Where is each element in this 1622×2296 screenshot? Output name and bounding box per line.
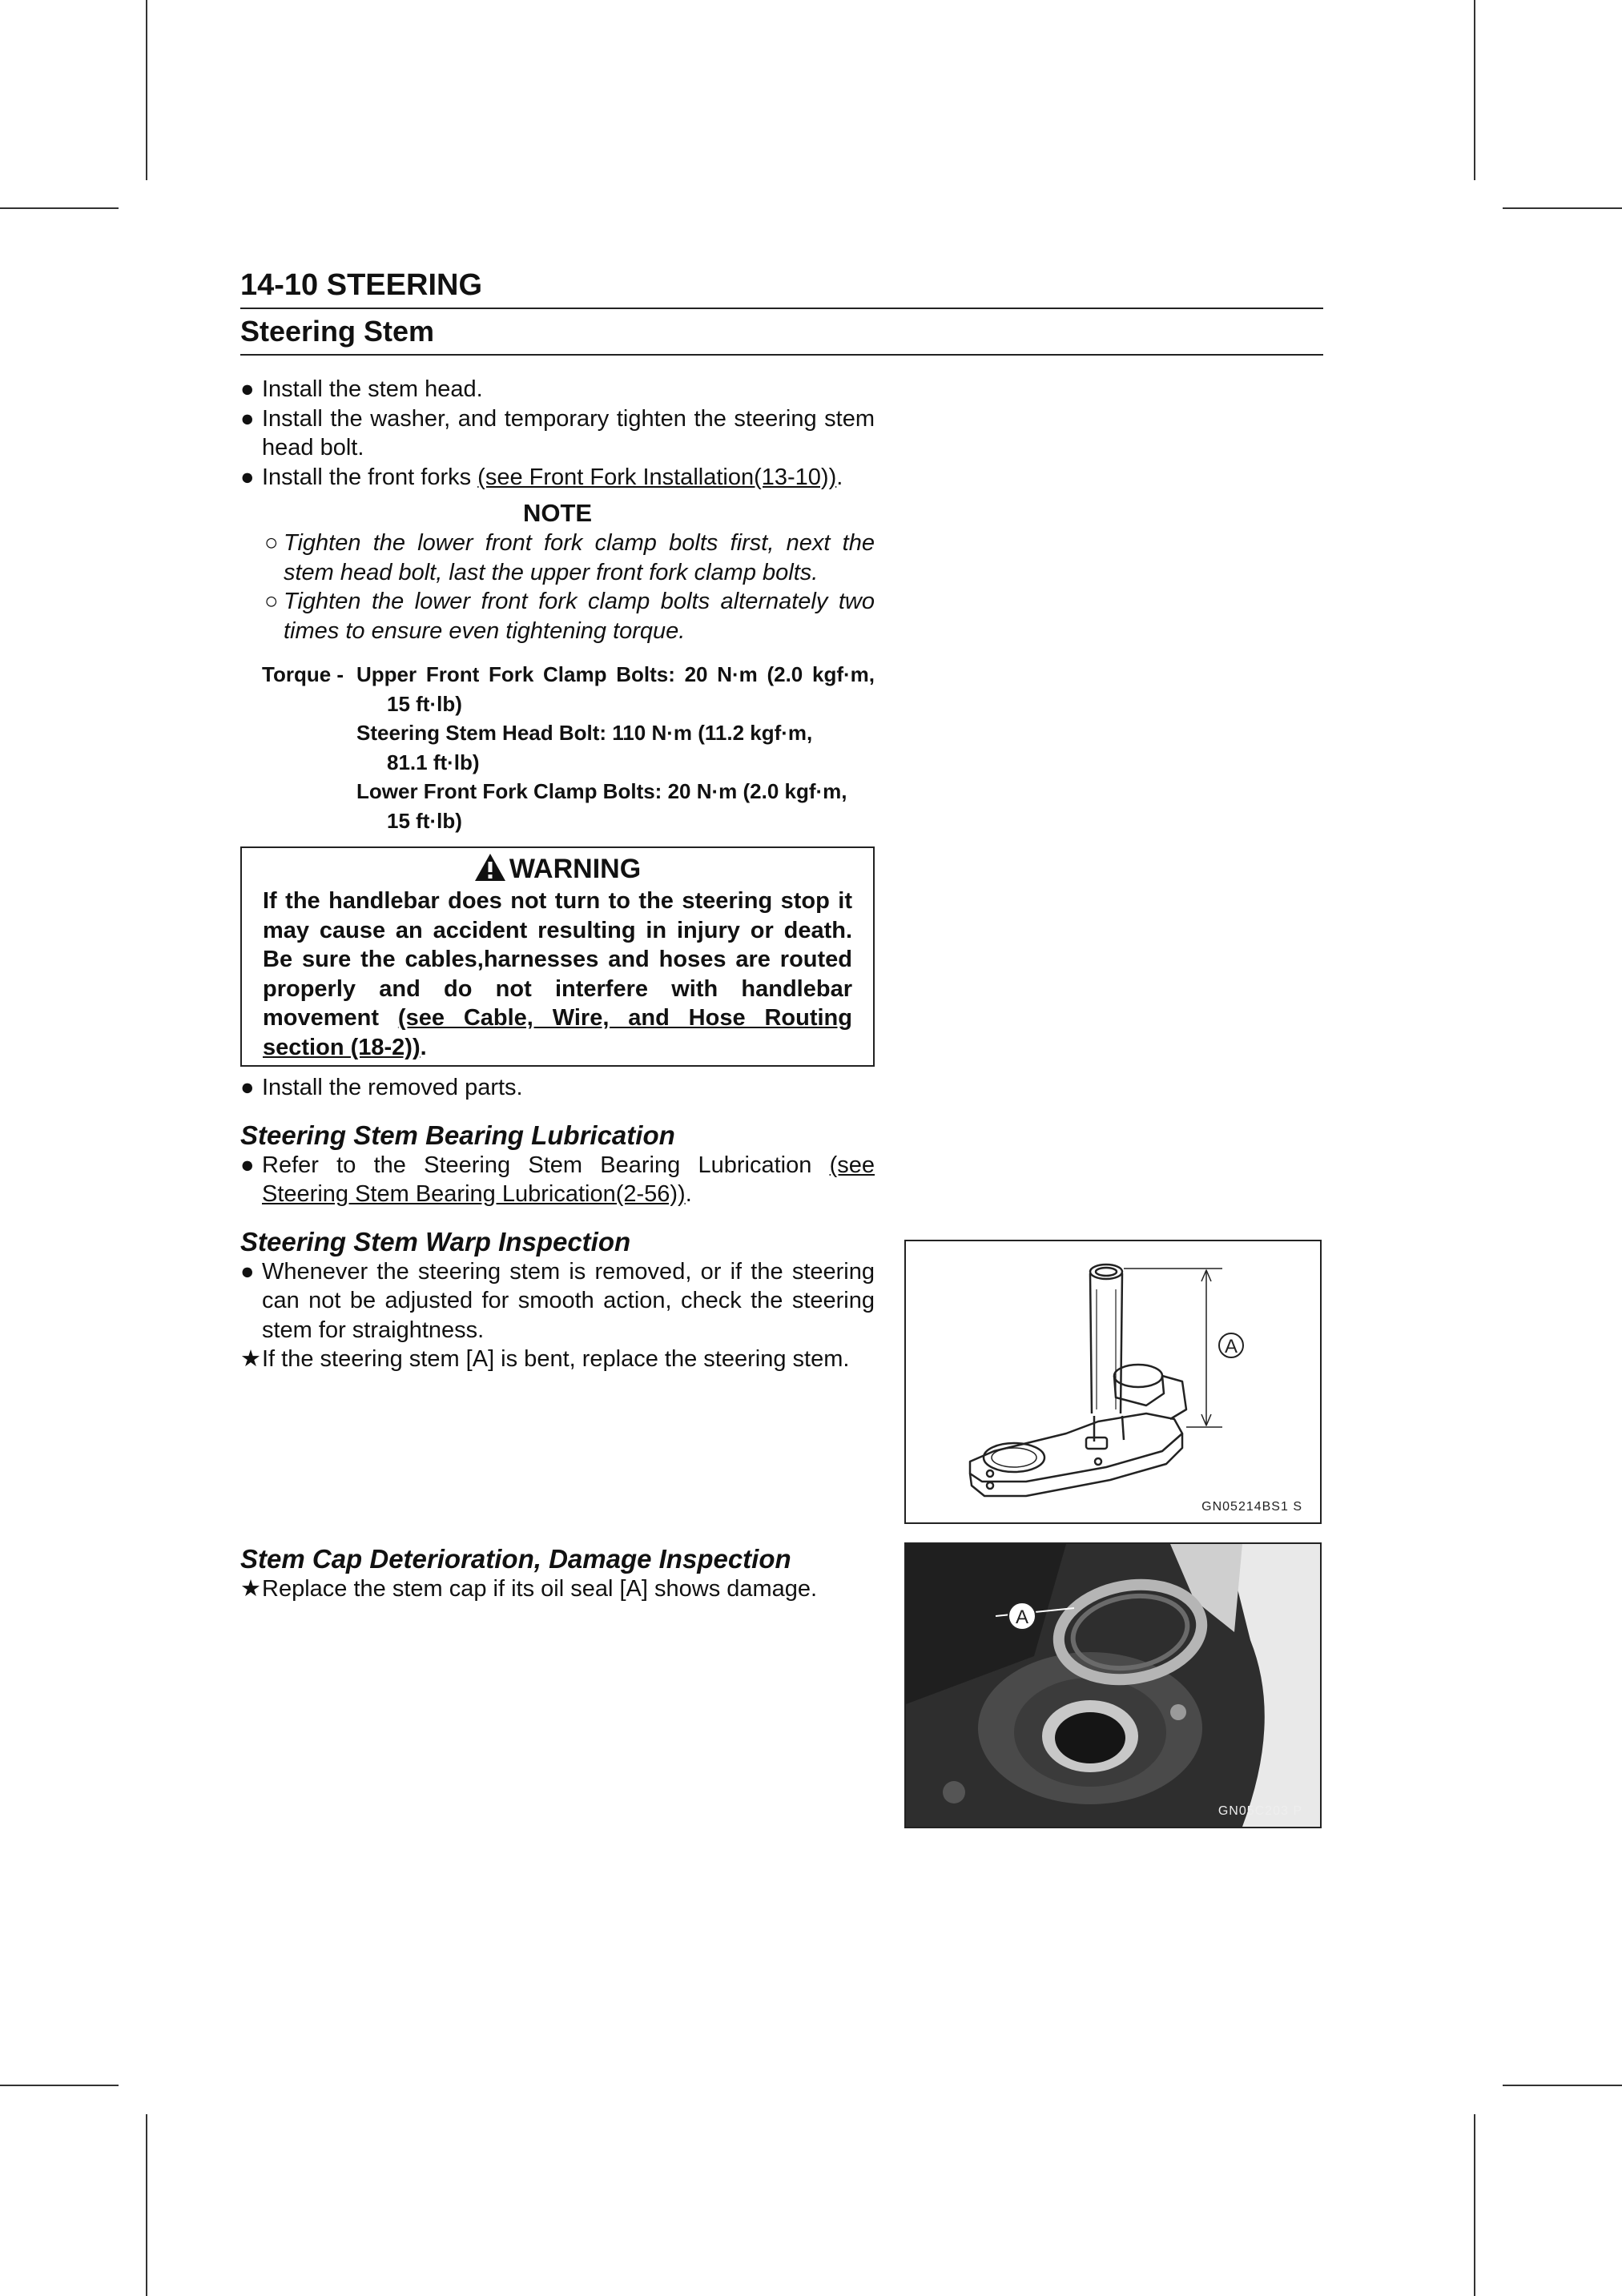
- figure-id: GN05214BS1 S: [1201, 1500, 1302, 1514]
- stem-cap-heading: Stem Cap Deterioration, Damage Inspection: [240, 1544, 791, 1574]
- section-title: Steering Stem: [240, 312, 1323, 356]
- list-item: [240, 463, 875, 493]
- crop-mark: [146, 0, 147, 180]
- step-text-end: .: [836, 464, 843, 490]
- stem-cap-photo: [904, 1542, 1322, 1828]
- torque-line-cont: 15 ft·lb): [387, 808, 462, 833]
- step-text: Install the washer, and temporary tighten the steering stem head bolt.: [262, 405, 875, 460]
- step-text: Install the stem head.: [262, 376, 483, 402]
- stem-cap-illustration: [906, 1544, 1320, 1827]
- torque-label: Torque -: [262, 662, 344, 686]
- note-title: NOTE: [522, 499, 593, 527]
- page-title: 14-10 STEERING: [240, 266, 1323, 309]
- step-text: Refer to the Steering Stem Bearing Lubrication: [262, 1152, 830, 1178]
- hose-routing-link[interactable]: (see Cable, Wire, and Hose Routing section (18-2)): [263, 1005, 852, 1060]
- torque-line-cont: 81.1 ft·lb): [387, 750, 480, 774]
- crop-mark: [1474, 2114, 1475, 2296]
- torque-line: Upper Front Fork Clamp Bolts: 20 N·m (2.0 kgf·m,: [356, 662, 875, 686]
- circle-marker: ○: [264, 589, 279, 614]
- list-item: [240, 1574, 875, 1604]
- warning-title: [263, 851, 852, 887]
- bullet-marker: ●: [240, 1075, 255, 1100]
- bullet-marker: ●: [240, 1258, 255, 1285]
- step-text-end: .: [685, 1181, 692, 1207]
- stem-cap-section: [240, 1544, 875, 1604]
- step-text: Install the front forks: [262, 464, 478, 490]
- step-text: Replace the stem cap if its oil seal [A] shows damage.: [262, 1576, 818, 1602]
- front-fork-installation-link[interactable]: (see Front Fork Installation(13-10)): [477, 464, 837, 490]
- crop-mark: [1503, 2085, 1622, 2086]
- torque-line: Lower Front Fork Clamp Bolts: 20 N·m (2.0 kgf·m,: [356, 779, 847, 803]
- crop-mark: [1503, 207, 1622, 209]
- step-text: Install the removed parts.: [262, 1075, 523, 1100]
- crop-mark: [0, 2085, 119, 2086]
- warning-text: If the handlebar does not turn to the steering stop it may cause an accident resulting in injury or death. Be sure the cables,harnesses and hoses are routed properly and do not interfere with handlebar movement: [263, 888, 852, 1031]
- bullet-marker: ●: [240, 376, 255, 402]
- warning-body: [263, 887, 852, 1062]
- star-marker: ★: [240, 1576, 261, 1602]
- list-item: [240, 375, 875, 404]
- figure-callout-a: A: [1224, 1336, 1238, 1357]
- list-item: [240, 404, 875, 463]
- note-item: [240, 529, 875, 587]
- warp-inspection-heading: Steering Stem Warp Inspection: [240, 1226, 631, 1257]
- main-column: [240, 375, 875, 1374]
- torque-row: [240, 777, 875, 835]
- warning-triangle-icon: [474, 853, 506, 882]
- figure-id: GN05C203 P: [1218, 1804, 1302, 1818]
- circle-marker: ○: [264, 530, 279, 556]
- torque-row: [240, 660, 875, 718]
- note-text: Tighten the lower front fork clamp bolts alternately two times to ensure even tightening torque.: [284, 589, 875, 644]
- bullet-marker: ●: [240, 405, 255, 432]
- step-text: Whenever the steering stem is removed, or if the steering can not be adjusted for smooth action, check the steering stem for straightness.: [262, 1258, 875, 1343]
- star-marker: ★: [240, 1346, 261, 1372]
- warning-box: [240, 846, 875, 1067]
- list-item: [240, 1151, 875, 1209]
- step-text: If the steering stem [A] is bent, replace the steering stem.: [262, 1346, 850, 1372]
- bearing-lubrication-link[interactable]: (see Steering Stem Bearing Lubrication(2-56)): [262, 1152, 875, 1207]
- crop-mark: [146, 2114, 147, 2296]
- steering-stem-figure: [904, 1240, 1322, 1524]
- bullet-marker: ●: [240, 1152, 255, 1178]
- note-item: [240, 587, 875, 645]
- torque-line-cont: 15 ft·lb): [387, 691, 462, 716]
- torque-line: Steering Stem Head Bolt: 110 N·m (11.2 kgf·m,: [356, 721, 813, 745]
- steering-stem-drawing: [906, 1241, 1320, 1522]
- torque-spec: [240, 660, 875, 835]
- note-text: Tighten the lower front fork clamp bolts first, next the stem head bolt, last the upper front fork clamp bolts.: [284, 530, 875, 585]
- crop-mark: [1474, 0, 1475, 180]
- bullet-marker: ●: [240, 464, 255, 490]
- warning-title-text: WARNING: [509, 854, 642, 884]
- torque-row: [240, 718, 875, 777]
- list-item: [240, 1257, 875, 1345]
- list-item: [240, 1345, 875, 1374]
- warning-text-end: .: [420, 1034, 427, 1060]
- figure-callout-a: A: [1015, 1606, 1029, 1628]
- list-item: [240, 1073, 875, 1103]
- lubrication-heading: Steering Stem Bearing Lubrication: [240, 1120, 675, 1150]
- crop-mark: [0, 207, 119, 209]
